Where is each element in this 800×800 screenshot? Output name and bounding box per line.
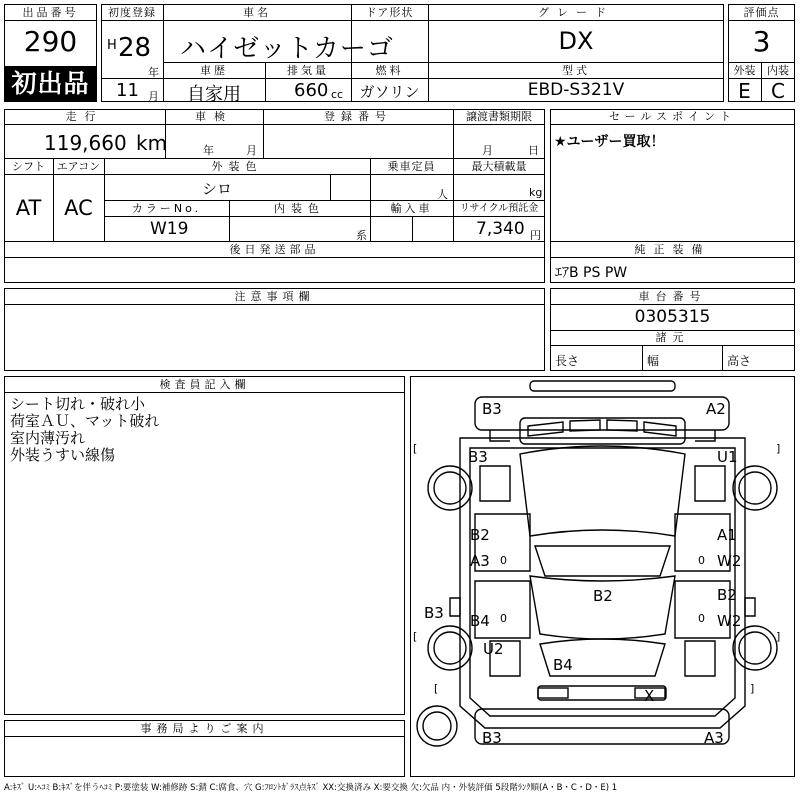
exterior-label: 外装 — [733, 64, 756, 77]
svg-text:]: ] — [776, 442, 781, 455]
damage-mark: B3 — [424, 604, 444, 622]
lot-number: 290 — [23, 25, 78, 58]
damage-mark: B3 — [468, 448, 488, 466]
svg-text:0: 0 — [698, 554, 705, 567]
model-label: 型式 — [562, 64, 590, 77]
damage-mark: W2 — [717, 612, 742, 630]
inspector-label: 検査員記入欄 — [159, 378, 250, 391]
damage-mark: B4 — [470, 612, 490, 630]
recycle-value: 7,340 — [476, 219, 525, 239]
capacity-unit: 人 — [437, 188, 448, 201]
svg-text:]: ] — [750, 682, 755, 695]
inspection-label: 車検 — [195, 110, 233, 123]
displacement-label: 排気量 — [287, 64, 329, 77]
mileage-unit: km — [136, 131, 168, 155]
damage-mark: B3 — [482, 400, 502, 418]
fuel-label: 燃料 — [375, 64, 404, 77]
chassis-label: 車台番号 — [638, 290, 707, 303]
length-label: 長さ — [555, 354, 580, 368]
shift-value: AT — [15, 196, 42, 220]
displacement-value: 660 — [294, 80, 329, 101]
month-unit: 月 — [148, 90, 159, 103]
office-label: 事務局よりご案内 — [140, 722, 269, 735]
first-reg-label: 初度登録 — [108, 6, 156, 19]
ext-color-label: 外装色 — [211, 160, 263, 173]
max-load-label: 最大積載量 — [471, 160, 527, 173]
inspection-month-unit: 月 — [246, 144, 257, 157]
int-color-label: 内装色 — [274, 202, 325, 215]
damage-mark: A1 — [717, 526, 737, 544]
car-name: ハイゼットカーゴ — [180, 34, 394, 64]
door-label: ドア形状 — [365, 6, 414, 19]
damage-mark: U2 — [483, 640, 504, 658]
inspector-line: 外装うすい線傷 — [10, 446, 116, 464]
max-load-unit: kg — [529, 186, 543, 199]
displacement-unit: cc — [331, 88, 344, 101]
first-listing-badge: 初出品 — [5, 66, 96, 101]
reg-month: 11 — [116, 80, 139, 101]
chassis-number: 0305315 — [634, 307, 711, 327]
year-unit: 年 — [148, 66, 159, 79]
lot-no-label: 出品番号 — [22, 6, 79, 19]
inspector-line: 荷室ＡＵ、マット破れ — [10, 412, 160, 430]
inspector-line: シート切れ・破れ小 — [10, 395, 146, 413]
transfer-day-unit: 日 — [528, 144, 539, 157]
interior-grade: C — [771, 79, 785, 103]
import-label: 輸入車 — [390, 202, 433, 215]
svg-text:0: 0 — [698, 612, 705, 625]
damage-mark: X — [644, 687, 655, 705]
color-no-label: カラーNo. — [131, 202, 202, 215]
color-no-value: W19 — [150, 219, 189, 239]
car-diagram — [410, 376, 795, 777]
damage-mark: B3 — [482, 729, 502, 747]
reg-year: 28 — [118, 33, 152, 63]
damage-mark: A2 — [706, 400, 726, 418]
ext-color-value: シロ — [201, 180, 232, 198]
car-name-label: 車名 — [243, 6, 271, 19]
sales-text: ★ユーザー買取！ — [554, 134, 665, 150]
sales-label: セールスポイント — [608, 110, 736, 123]
inspection-year-unit: 年 — [203, 144, 214, 157]
damage-mark: A3 — [470, 552, 490, 570]
damage-mark: W2 — [717, 552, 742, 570]
exterior-grade: E — [738, 79, 751, 103]
svg-text:0: 0 — [500, 612, 507, 625]
later-parts-label: 後日発送部品 — [229, 243, 320, 256]
grade-label: グレード — [538, 6, 614, 19]
svg-text:0: 0 — [500, 554, 507, 567]
ac-value: AC — [64, 196, 93, 220]
recycle-label: リサイクル預託金 — [459, 203, 539, 214]
height-label: 高さ — [727, 354, 752, 368]
width-label: 幅 — [647, 354, 660, 368]
mileage-label: 走行 — [65, 110, 104, 123]
dims-label: 諸元 — [655, 331, 690, 344]
damage-mark: B2 — [717, 586, 737, 604]
damage-mark: A3 — [704, 729, 724, 747]
inspector-line: 室内薄汚れ — [10, 429, 86, 447]
recycle-unit: 円 — [530, 229, 541, 242]
history-label: 車歴 — [200, 64, 228, 77]
damage-mark: B4 — [553, 656, 573, 674]
score-value: 3 — [752, 25, 771, 58]
model-value: EBD-S321V — [527, 80, 625, 100]
svg-text:[: [ — [413, 630, 418, 643]
damage-mark: U1 — [717, 448, 738, 466]
svg-text:[: [ — [413, 442, 418, 455]
interior-label: 内装 — [767, 64, 789, 77]
grade-value: DX — [558, 27, 594, 55]
mileage-value: 119,660 — [44, 131, 127, 155]
reg-no-label: 登録番号 — [324, 110, 392, 123]
transfer-deadline-label: 譲渡書類期限 — [466, 110, 532, 123]
svg-text:]: ] — [776, 630, 781, 643]
score-label: 評価点 — [743, 6, 780, 19]
svg-text:[: [ — [434, 682, 439, 695]
equipment-text: ｴｱB PS PW — [555, 265, 628, 281]
damage-mark: B2 — [593, 587, 613, 605]
int-color-unit: 系 — [356, 229, 367, 242]
transfer-month-unit: 月 — [482, 144, 493, 157]
era-prefix: H — [107, 38, 117, 53]
fuel-value: ガソリン — [359, 83, 420, 101]
ac-label: エアコン — [56, 160, 101, 173]
equipment-label: 純正装備 — [634, 243, 711, 256]
damage-mark: B2 — [470, 526, 490, 544]
notes-label: 注意事項欄 — [234, 290, 315, 303]
shift-label: シフト — [12, 160, 45, 173]
capacity-label: 乗車定員 — [387, 160, 436, 173]
history-value: 自家用 — [187, 84, 241, 105]
legend-text: A:ｷｽﾞ U:ﾍｺﾐ B:ｷｽﾞを伴うﾍｺﾐ P:要塗装 W:補修跡 S:錆 C:腐食、穴 G:ﾌﾛﾝﾄｶﾞﾗｽ点ｷｽﾞ XX:交換済み X:要交換 欠:欠品 内・外装評価 5段階ﾗﾝｸ順(A・B・C・D・E) 1 — [4, 783, 618, 793]
